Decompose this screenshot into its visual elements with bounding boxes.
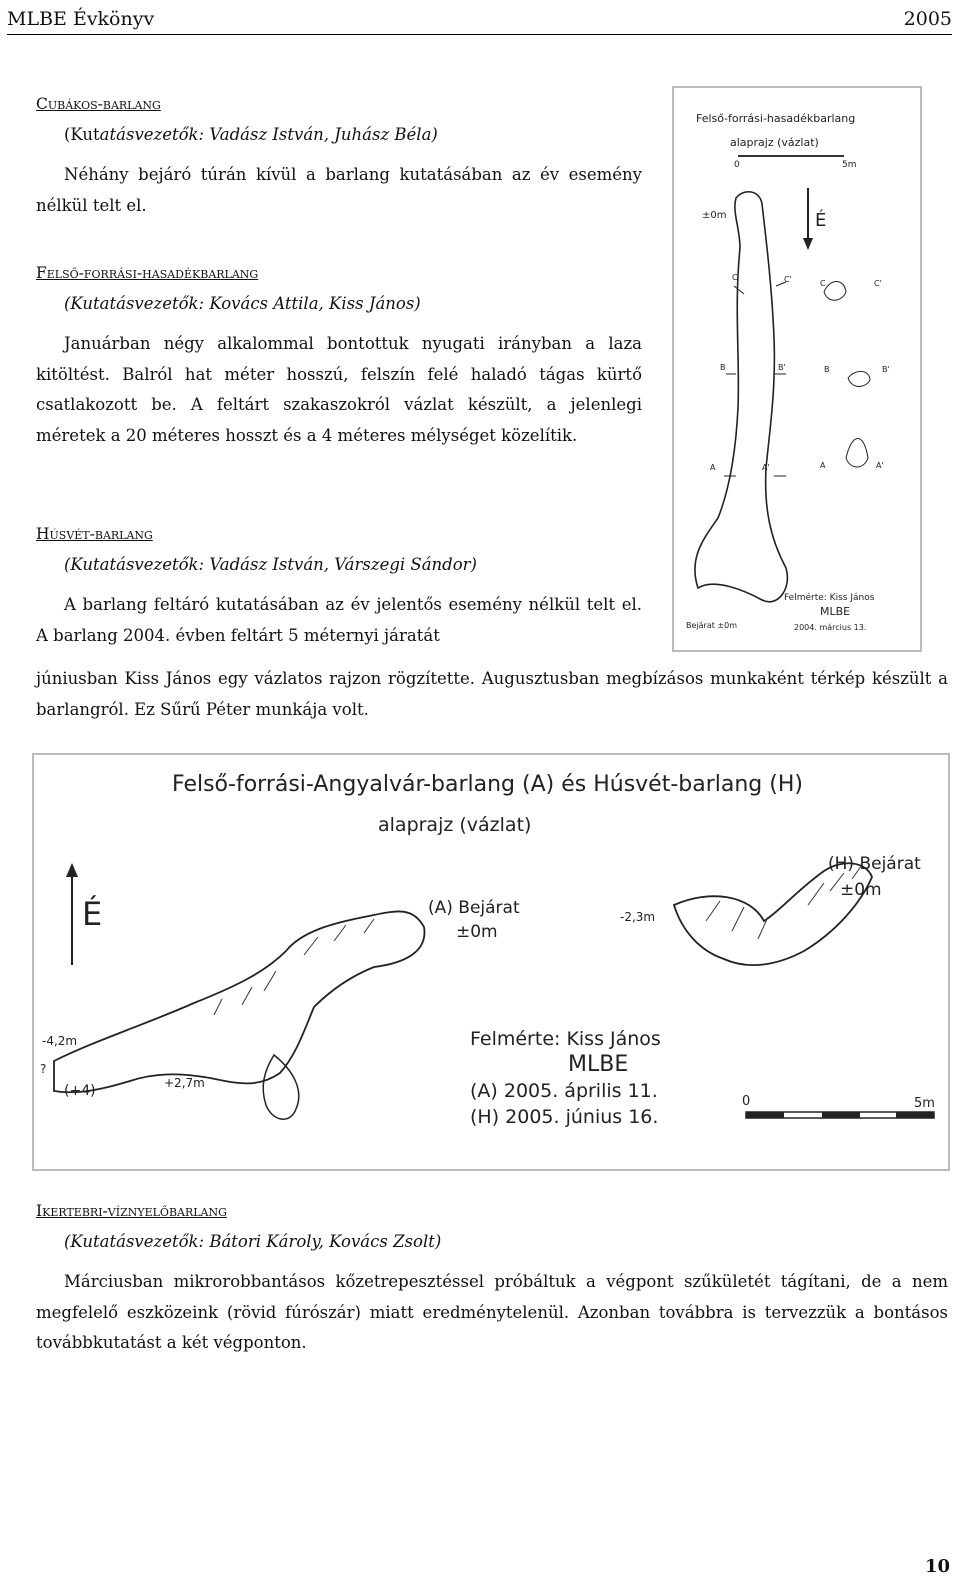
unknown-mark: ? (40, 1062, 47, 1076)
svg-text:A': A' (876, 461, 884, 470)
header-title: MLBE Évkönyv (7, 8, 155, 30)
map-date-h: (H) 2005. június 16. (470, 1106, 659, 1128)
svg-text:A': A' (762, 463, 770, 472)
map-title: Felső-forrási-Angyalvár-barlang (A) és Húsvét-barlang (H) (172, 772, 803, 797)
section-title: Cubákos-barlang (36, 95, 161, 113)
cave-map-2-drawing (34, 755, 948, 1169)
entrance-a-label: (A) Bejárat (428, 898, 520, 918)
section-text: Néhány bejáró túrán kívül a barlang kutatásában az év esemény nélkül telt el. (36, 165, 642, 215)
entrance-h-depth: ±0m (840, 880, 882, 900)
svg-text:C': C' (874, 279, 882, 288)
section-title: Felső-forrási-hasadékbarlang (36, 264, 259, 282)
svg-text:0: 0 (742, 1094, 751, 1109)
map-entrance: Bejárat ±0m (686, 621, 737, 630)
section-text: Márciusban mikrorobbantásos kőzetrepesztéssel próbáltuk a végpont szűkületét tágítani, de a nem megfelelő eszközeink (rövid fúrószár) miatt eredménytelenül. Azonban továbbra is tervezzük a bontásos továbbkutatást a két végponton. (36, 1272, 948, 1352)
section-text-a: A barlang feltáró kutatásában az év jelentős esemény nélkül telt el. A barlang 2004. évben feltárt 5 méternyi járatát (36, 595, 642, 645)
svg-text:5m: 5m (842, 160, 857, 170)
depth-label: +2,7m (164, 1076, 205, 1090)
map-date: 2004. március 13. (794, 623, 867, 632)
section-felso-forrasi (36, 258, 642, 451)
page-number: 10 (924, 1556, 950, 1577)
scale-bar (742, 1094, 935, 1118)
map-date-a: (A) 2005. április 11. (470, 1080, 658, 1102)
entrance-h-label: (H) Bejárat (828, 854, 921, 874)
svg-text:É: É (82, 895, 103, 933)
section-lead: (Kutatásvezetők: Kovács Attila, Kiss János) (64, 293, 421, 313)
svg-text:B': B' (882, 365, 890, 374)
entrance-a-depth: ±0m (456, 922, 498, 942)
cross-sections (724, 282, 870, 477)
svg-text:0: 0 (734, 160, 740, 170)
svg-text:A: A (820, 461, 826, 470)
svg-text:B': B' (778, 363, 786, 372)
svg-text:B: B (824, 365, 830, 374)
svg-text:C: C (732, 273, 738, 282)
section-title: Ikertebri-víznyelőbarlang (36, 1202, 227, 1220)
cave-a-outline (54, 911, 424, 1092)
svg-text:C': C' (784, 275, 792, 284)
svg-text:C: C (820, 279, 826, 288)
header-year: 2005 (903, 8, 952, 30)
map-org: MLBE (568, 1052, 629, 1077)
section-lead: (Kutatásvezetők: Bátori Károly, Kovács Zsolt) (64, 1231, 442, 1251)
running-header (7, 4, 952, 35)
map-surveyor: Felmérte: Kiss János (470, 1028, 661, 1050)
cave-hatching (214, 865, 862, 1015)
cave-a-passage (263, 1055, 299, 1119)
cave-outline (695, 192, 788, 602)
section-lead: (Kutatásvezetők: Vadász István, Várszegi Sándor) (64, 554, 477, 574)
cave-map-2 (32, 753, 950, 1171)
map-surveyor: Felmérte: Kiss János (784, 593, 875, 603)
section-lead: (Kutatásvezetők: Vadász István, Juhász Béla) (64, 124, 438, 144)
depth-label: (+4) (64, 1083, 96, 1099)
map-org: MLBE (820, 605, 851, 618)
cave-h-outline (674, 863, 872, 965)
section-title: Húsvét-barlang (36, 525, 153, 543)
map-subtitle: alaprajz (vázlat) (378, 814, 532, 836)
depth-label: ±0m (702, 210, 727, 221)
svg-text:5m: 5m (914, 1096, 935, 1111)
depth-label: -2,3m (620, 910, 656, 924)
north-arrow (66, 863, 102, 965)
svg-text:B: B (720, 363, 726, 372)
section-husvet-continued: júniusban Kiss János egy vázlatos rajzon rögzítette. Augusztusban megbízásos munkaként térkép készült a barlangról. Ez Sűrű Péter munkája volt. (36, 669, 948, 719)
north-arrow (803, 188, 826, 250)
map-subtitle: alaprajz (vázlat) (730, 136, 819, 149)
section-text: Januárban négy alkalommal bontottuk nyugati irányban a laza kitöltést. Balról hat méter hosszú, felszín felé haladó tágas kürtő csatlakozott be. A feltárt szakaszokról vázlat készült, a jelenlegi méretek a 20 méteres hosszt és a 4 méteres mélységet közelítik. (36, 334, 642, 445)
cave-map-1 (672, 86, 922, 652)
section-ikertebri (36, 1196, 948, 1359)
depth-label: -4,2m (42, 1034, 78, 1048)
section-cubakos (36, 89, 642, 221)
section-husvet (36, 519, 642, 651)
svg-text:É: É (815, 210, 827, 231)
map-title: Felső-forrási-hasadékbarlang (696, 112, 856, 125)
svg-text:A: A (710, 463, 716, 472)
cave-map-1-drawing (674, 88, 920, 650)
